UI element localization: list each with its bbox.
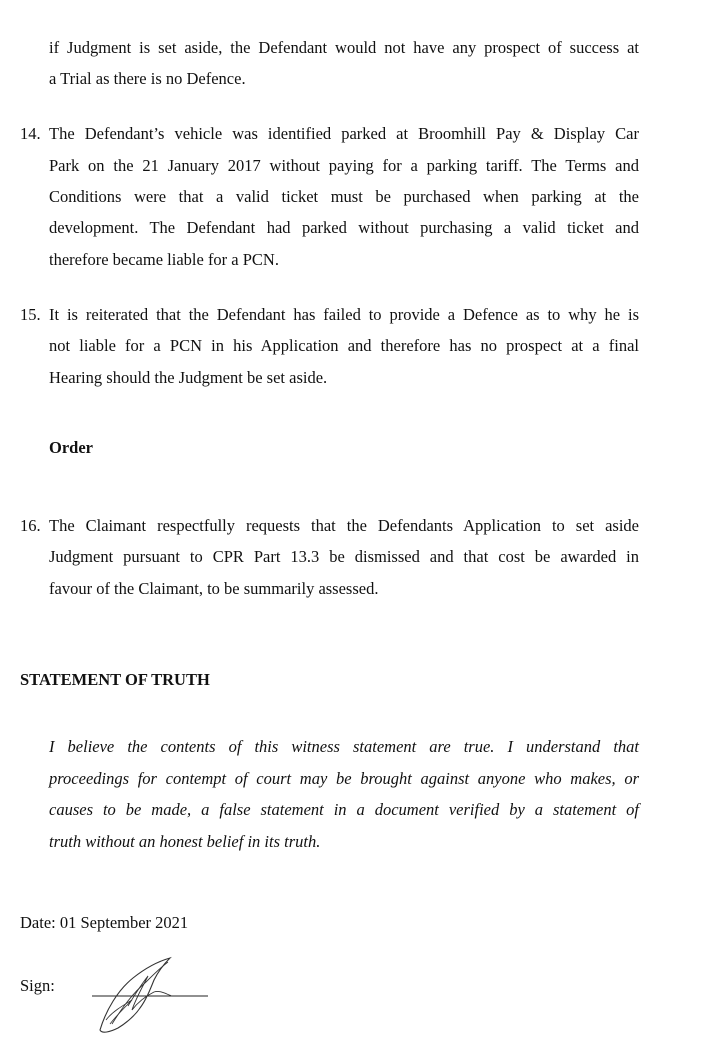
paragraph-14-number: 14. bbox=[20, 124, 41, 143]
paragraph-14-line-1: The Defendant’s vehicle was identified parked at Broomhill Pay & Display Car bbox=[49, 124, 639, 143]
paragraph-15-number: 15. bbox=[20, 305, 41, 324]
date-line: Date: 01 September 2021 bbox=[20, 913, 189, 932]
order-heading: Order bbox=[49, 438, 93, 457]
paragraph-15-line-3: Hearing should the Judgment be set aside. bbox=[49, 368, 328, 387]
continuation-line-1: if Judgment is set aside, the Defendant would not have any prospect of success at bbox=[49, 38, 639, 57]
statement-line-1: I believe the contents of this witness statement are true. I understand that bbox=[49, 737, 639, 756]
paragraph-14-line-5: therefore became liable for a PCN. bbox=[49, 250, 279, 269]
paragraph-16-line-1: The Claimant respectfully requests that the Defendants Application to set aside bbox=[49, 516, 639, 535]
paragraph-15-line-1: It is reiterated that the Defendant has failed to provide a Defence as to why he is bbox=[49, 305, 639, 324]
paragraph-15-line-2: not liable for a PCN in his Application and therefore has no prospect at a final bbox=[49, 336, 639, 355]
paragraph-16-line-2: Judgment pursuant to CPR Part 13.3 be dismissed and that cost be awarded in bbox=[49, 547, 639, 566]
sign-label: Sign: bbox=[20, 976, 55, 995]
paragraph-16-line-3: favour of the Claimant, to be summarily assessed. bbox=[49, 579, 379, 598]
paragraph-14-line-4: development. The Defendant had parked without purchasing a valid ticket and bbox=[49, 218, 639, 237]
paragraph-14-line-3: Conditions were that a valid ticket must be purchased when parking at the bbox=[49, 187, 639, 206]
continuation-line-2: a Trial as there is no Defence. bbox=[49, 69, 246, 88]
paragraph-16-number: 16. bbox=[20, 516, 41, 535]
statement-of-truth-heading: STATEMENT OF TRUTH bbox=[20, 670, 210, 689]
statement-line-4: truth without an honest belief in its truth. bbox=[49, 832, 321, 851]
signature-image bbox=[88, 950, 218, 1040]
statement-line-2: proceedings for contempt of court may be brought against anyone who makes, or bbox=[49, 769, 639, 788]
paragraph-14-line-2: Park on the 21 January 2017 without paying for a parking tariff. The Terms and bbox=[49, 156, 639, 175]
statement-line-3: causes to be made, a false statement in a document verified by a statement of bbox=[49, 800, 639, 819]
